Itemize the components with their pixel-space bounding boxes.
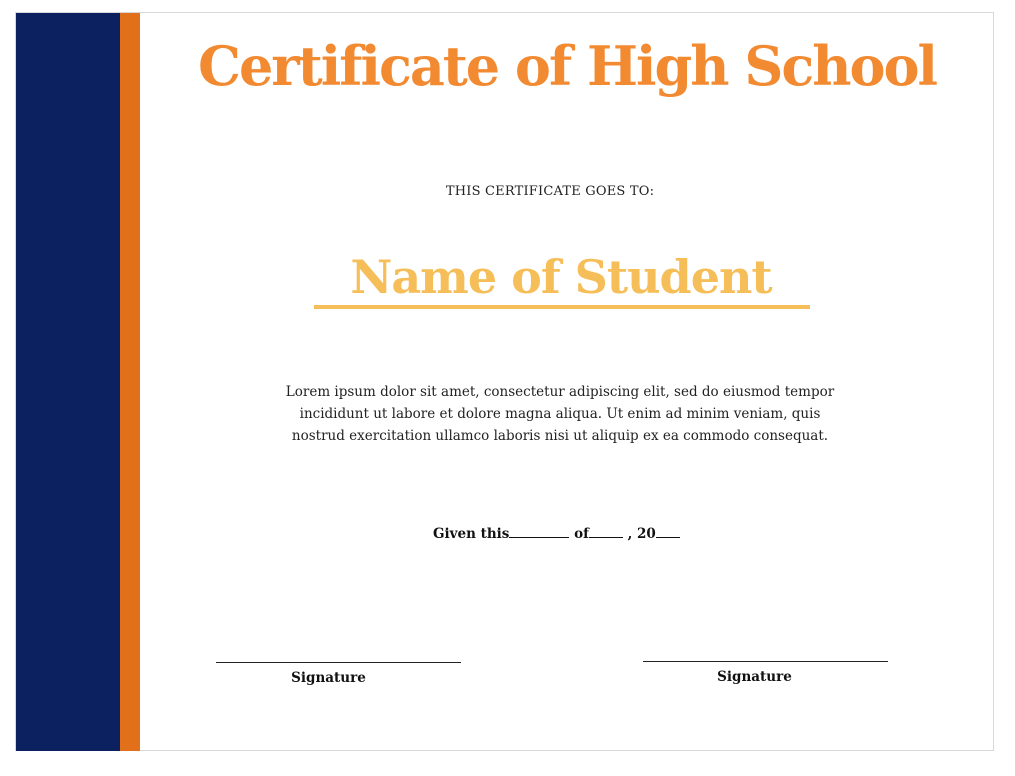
given-date-line (433, 525, 680, 542)
day-blank (509, 525, 569, 538)
student-name: Name of Student (350, 250, 772, 304)
certificate-body-text: Lorem ipsum dolor sit amet, consectetur adipiscing elit, sed do eiusmod tempor incididunt ut labore et dolore magna aliqua. Ut enim ad minim veniam, quis nostrud exercitation ullamco laboris nisi ut aliquip ex ea commodo consequat. (285, 384, 835, 444)
year-blank (656, 525, 680, 538)
given-year-prefix: , 20 (627, 526, 656, 542)
orange-side-band (120, 13, 140, 751)
signature-line-right (643, 661, 888, 662)
signature-label-right: Signature (717, 669, 792, 685)
signature-line-left (216, 662, 461, 663)
student-name-underline (314, 305, 810, 309)
given-prefix: Given this (433, 526, 510, 542)
certificate-recipient-heading: THIS CERTIFICATE GOES TO: (445, 184, 655, 199)
signature-label-left: Signature (291, 670, 366, 686)
certificate-title: Certificate of High School (197, 34, 937, 98)
month-blank (589, 525, 623, 538)
navy-side-band (16, 13, 120, 751)
given-of: of (574, 526, 589, 542)
